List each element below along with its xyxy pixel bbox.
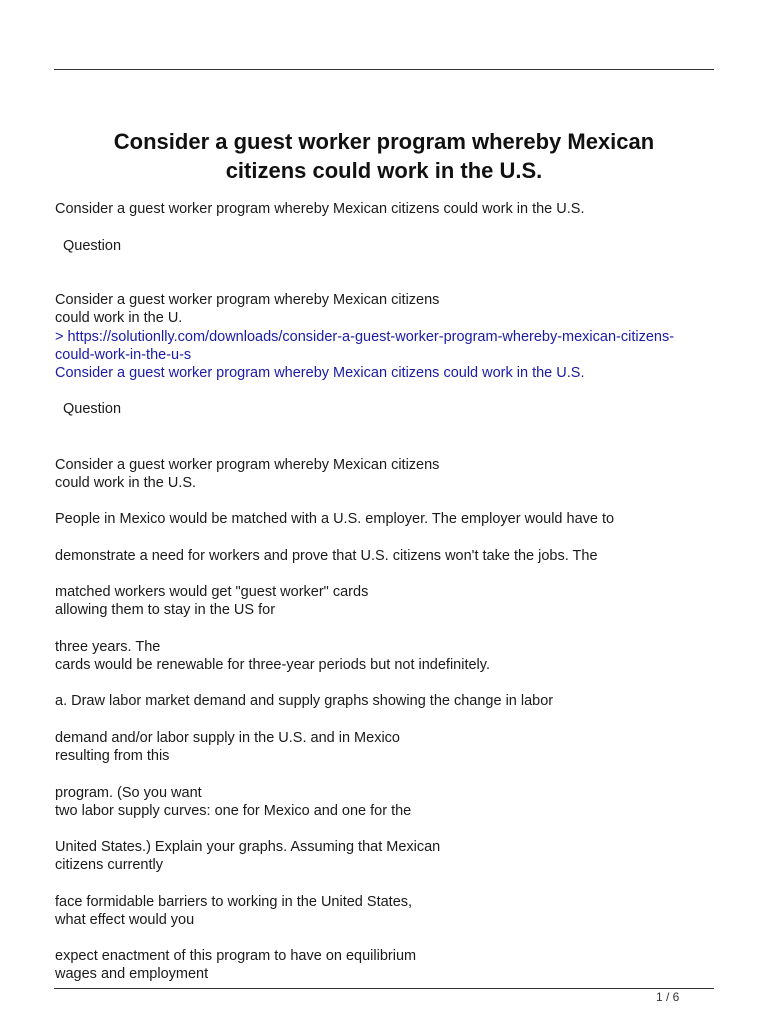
top-divider — [54, 69, 714, 70]
body-line: cards would be renewable for three-year periods but not indefinitely. — [55, 657, 490, 673]
excerpt-line: Consider a guest worker program whereby Mexican citizens — [55, 292, 440, 308]
title-line-2: citizens could work in the U.S. — [225, 158, 543, 183]
body-line: Consider a guest worker program whereby Mexican citizens — [55, 457, 440, 473]
bottom-divider — [54, 988, 714, 989]
body-line: citizens currently — [55, 857, 163, 873]
body-line: program. (So you want — [55, 785, 202, 801]
body-line: what effect would you — [55, 912, 195, 928]
body-line: People in Mexico would be matched with a U.S. employer. The employer would have to — [55, 511, 615, 527]
question-label: Question — [63, 238, 122, 254]
body-line: a. Draw labor market demand and supply graphs showing the change in labor — [55, 693, 554, 709]
body-line: two labor supply curves: one for Mexico and one for the — [55, 803, 412, 819]
body-line: could work in the U.S. — [55, 475, 197, 491]
body-line: allowing them to stay in the US for — [55, 602, 276, 618]
body-line: three years. The — [55, 639, 161, 655]
body-line: expect enactment of this program to have on equilibrium — [55, 948, 417, 964]
solution-link-title[interactable]: Consider a guest worker program whereby Mexican citizens could work in the U.S. — [55, 365, 585, 381]
solution-link-url[interactable]: > https://solutionlly.com/downloads/consider-a-guest-worker-program-whereby-mexican-citizens- — [55, 329, 675, 345]
body-line: demand and/or labor supply in the U.S. and in Mexico — [55, 730, 400, 746]
title-line-1: Consider a guest worker program whereby Mexican — [113, 129, 655, 154]
body-line: wages and employment — [55, 966, 209, 982]
solution-link-url-cont[interactable]: could-work-in-the-u-s — [55, 347, 192, 363]
body-line: United States.) Explain your graphs. Assuming that Mexican — [55, 839, 441, 855]
excerpt-line: could work in the U. — [55, 310, 183, 326]
document-title — [54, 127, 714, 185]
body-line: demonstrate a need for workers and prove that U.S. citizens won't take the jobs. The — [55, 548, 598, 564]
page-indicator: 1 / 6 — [656, 990, 680, 1004]
body-line: face formidable barriers to working in the United States, — [55, 894, 413, 910]
intro-text: Consider a guest worker program whereby Mexican citizens could work in the U.S. — [55, 201, 585, 217]
body-line: matched workers would get "guest worker" cards — [55, 584, 369, 600]
question-label: Question — [63, 401, 122, 417]
body-line: resulting from this — [55, 748, 170, 764]
